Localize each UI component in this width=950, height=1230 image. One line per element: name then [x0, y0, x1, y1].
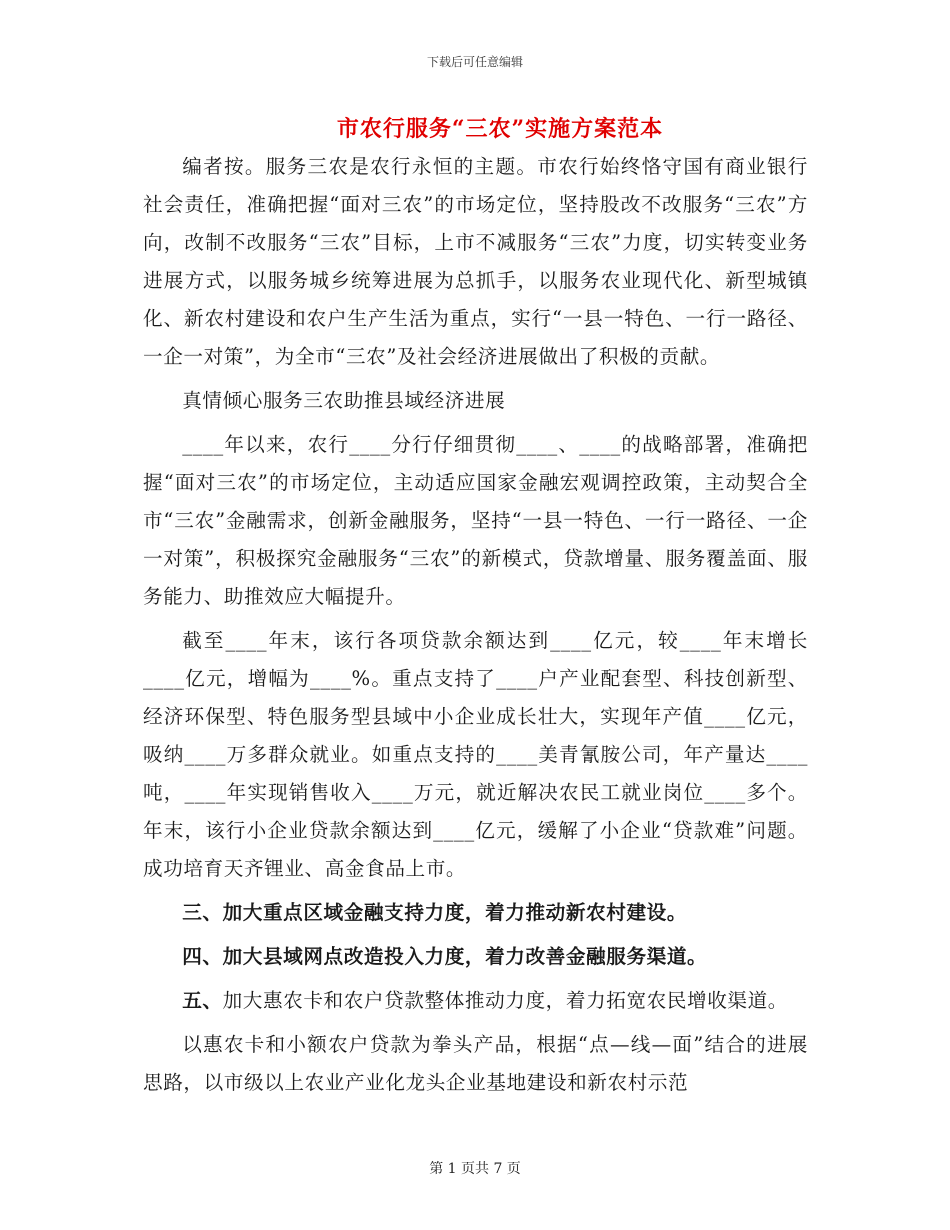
- section-heading-3: 三、加大重点区域金融支持力度，着力推动新农村建设。: [182, 901, 688, 924]
- document-title: 市农行服务“三农”实施方案范本: [336, 116, 664, 142]
- section-heading-5: [143, 982, 808, 1020]
- document-body: [143, 148, 808, 1102]
- closing-paragraph: 以惠农卡和小额农户贷款为拳头产品，根据“点—线—面”结合的进展思路，以市级以上农业产业化龙头企业基地建设和新农村示范: [143, 1033, 808, 1094]
- header-note: 下载后可任意编辑: [426, 55, 523, 69]
- editor-note-paragraph: 编者按。服务三农是农行永恒的主题。市农行始终恪守国有商业银行社会责任，准确把握“面对三农”的市场定位，坚持股改不改服务“三农”方向，改制不改服务“三农”目标，上市不减服务“三农”力度，切实转变业务进展方式，以服务城乡统筹进展为总抓手，以服务农业现代化、新型城镇化、新农村建设和农户生产生活为重点，实行“一县一特色、一行一路径、一企一对策”，为全市“三农”及社会经济进展做出了积极的贡献。: [143, 155, 808, 368]
- intro-paragraph: ____年以来，农行____分行仔细贯彻____、____的战略部署，准确把握“面对三农”的市场定位，主动适应国家金融宏观调控政策，主动契合全市“三农”金融需求，创新金融服务，坚持“一县一特色、一行一路径、一企一对策”，积极探究金融服务“三农”的新模式，贷款增量、服务覆盖面、服务能力、助推效应大幅提升。: [143, 433, 808, 608]
- section-heading-4: 四、加大县域网点改造投入力度，着力改善金融服务渠道。: [182, 945, 708, 968]
- statistics-paragraph: 截至____年末，该行各项贷款余额达到____亿元，较____年末增长____亿元，增幅为____%。重点支持了____户产业配套型、科技创新型、经济环保型、特色服务型县域中小企业成长壮大，实现年产值____亿元，吸纳____万多群众就业。如重点支持的____美青氰胺公司，年产量达____吨，____年实现销售收入____万元，就近解决农民工就业岗位____多个。年末，该行小企业贷款余额达到____亿元，缓解了小企业“贷款难”问题。成功培育天齐锂业、高金食品上市。: [143, 629, 808, 880]
- section-heading-5-number: 五、: [182, 989, 223, 1012]
- section-heading-5-text: 加大惠农卡和农户贷款整体推动力度，着力拓宽农民增收渠道。: [222, 989, 789, 1012]
- section-subtitle: 真情倾心服务三农助推县域经济进展: [182, 389, 506, 412]
- page-footer: 第 1 页共 7 页: [429, 1161, 521, 1177]
